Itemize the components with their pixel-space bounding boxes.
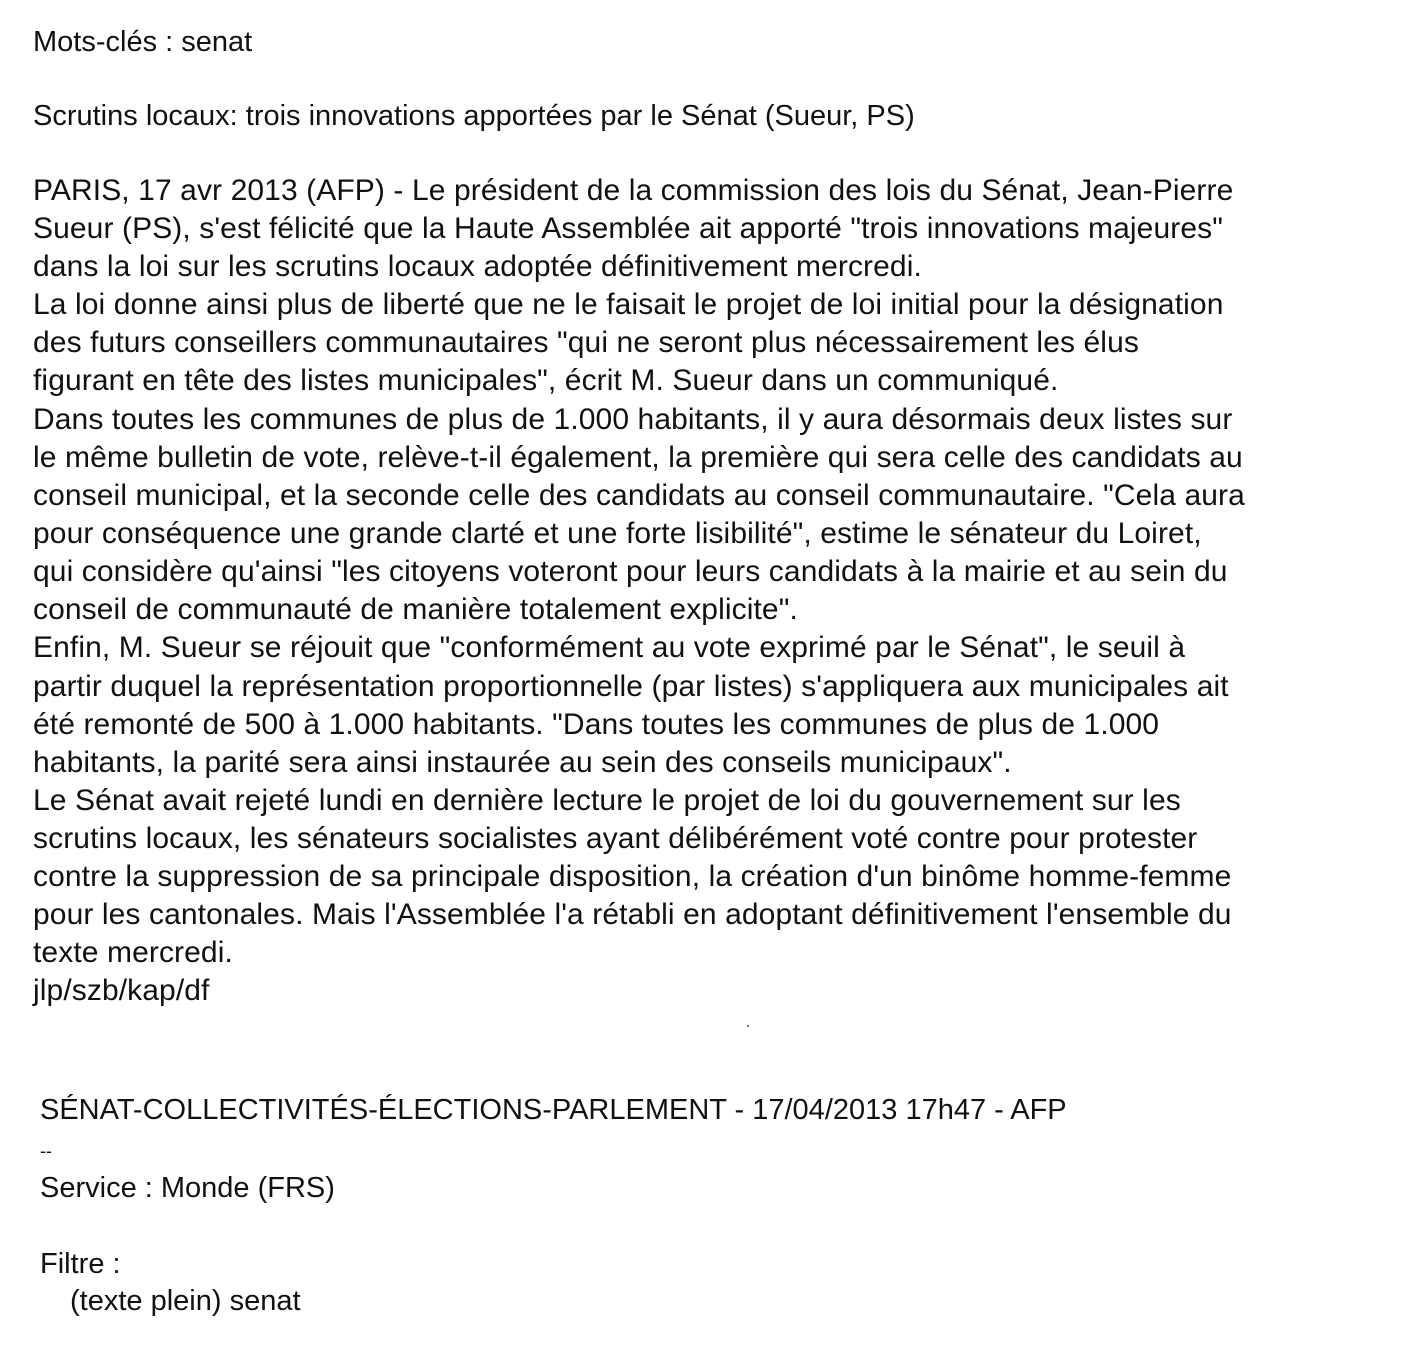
body-line: Enfin, M. Sueur se réjouit que "conformément au vote exprimé par le Sénat", le seuil à xyxy=(33,631,1186,664)
body-line: PARIS, 17 avr 2013 (AFP) - Le président de la commission des lois du Sénat, Jean-Pierre xyxy=(33,174,1234,207)
body-line: Sueur (PS), s'est félicité que la Haute Assemblée ait apporté "trois innovations majeures" xyxy=(33,212,1223,245)
body-line: conseil de communauté de manière totalement explicite". xyxy=(33,593,798,626)
body-line: partir duquel la représentation proportionnelle (par listes) s'appliquera aux municipales ait xyxy=(33,670,1229,703)
body-line: contre la suppression de sa principale disposition, la création d'un binôme homme-femme xyxy=(33,860,1232,893)
headline: Scrutins locaux: trois innovations apportées par le Sénat (Sueur, PS) xyxy=(33,100,915,132)
scan-speck xyxy=(747,1025,749,1027)
body-line: texte mercredi. xyxy=(33,936,233,969)
filter-label: Filtre : xyxy=(40,1248,121,1280)
body-line: La loi donne ainsi plus de liberté que ne le faisait le projet de loi initial pour la désignation xyxy=(33,288,1224,321)
body-line: le même bulletin de vote, relève-t-il également, la première qui sera celle des candidats au xyxy=(33,441,1243,474)
body-line: des futurs conseillers communautaires "qui ne seront plus nécessairement les élus xyxy=(33,326,1139,359)
body-line: dans la loi sur les scrutins locaux adoptée définitivement mercredi. xyxy=(33,250,922,283)
footer-tags: SÉNAT-COLLECTIVITÉS-ÉLECTIONS-PARLEMENT - 17/04/2013 17h47 - AFP xyxy=(40,1094,1067,1126)
body-line: figurant en tête des listes municipales", écrit M. Sueur dans un communiqué. xyxy=(33,364,1059,397)
body-line: qui considère qu'ainsi "les citoyens voteront pour leurs candidats à la mairie et au sein du xyxy=(33,555,1228,588)
body-line: Dans toutes les communes de plus de 1.000 habitants, il y aura désormais deux listes sur xyxy=(33,403,1233,436)
body-line: scrutins locaux, les sénateurs socialistes ayant délibérément voté contre pour protester xyxy=(33,822,1198,855)
signature-initials: jlp/szb/kap/df xyxy=(33,974,210,1007)
service-line: Service : Monde (FRS) xyxy=(40,1172,335,1204)
body-line: Le Sénat avait rejeté lundi en dernière lecture le projet de loi du gouvernement sur les xyxy=(33,784,1181,817)
body-line: pour conséquence une grande clarté et une forte lisibilité", estime le sénateur du Loiret, xyxy=(33,517,1202,550)
separator: -- xyxy=(40,1141,52,1161)
body-line: conseil municipal, et la seconde celle des candidats au conseil communautaire. "Cela aura xyxy=(33,479,1245,512)
body-line: habitants, la parité sera ainsi instaurée au sein des conseils municipaux". xyxy=(33,746,1012,779)
body-line: été remonté de 500 à 1.000 habitants. "Dans toutes les communes de plus de 1.000 xyxy=(33,708,1160,741)
filter-value: (texte plein) senat xyxy=(70,1285,301,1317)
body-line: pour les cantonales. Mais l'Assemblée l'a rétabli en adoptant définitivement l'ensemble du xyxy=(33,898,1232,931)
keywords-line: Mots-clés : senat xyxy=(33,26,253,58)
